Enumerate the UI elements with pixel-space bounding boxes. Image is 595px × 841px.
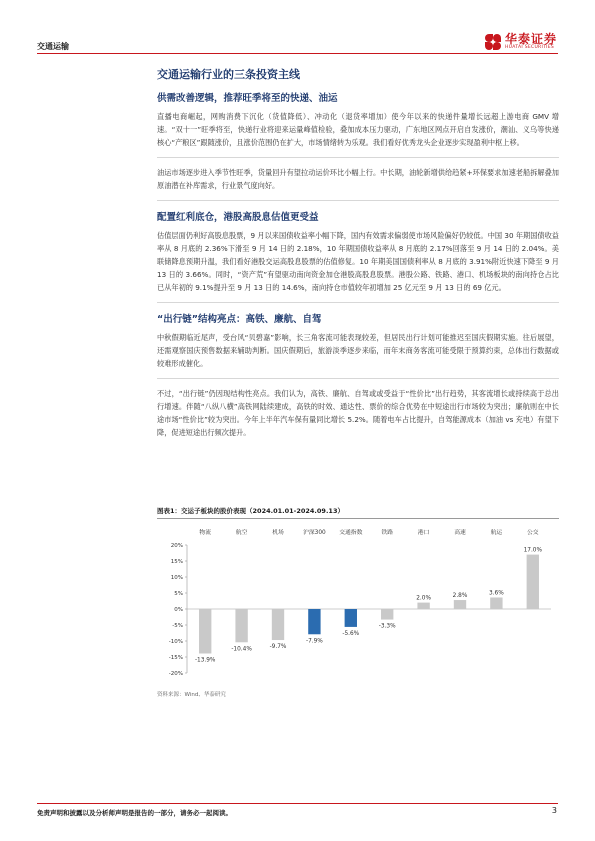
paragraph-divider [157,378,559,379]
data-label: 2.8% [452,593,468,600]
bar-7 [454,600,466,609]
data-label: -3.3% [378,623,396,630]
header-category: 交通运输 [37,42,69,51]
bar-chart [157,523,559,683]
section1-title: 供需改善逻辑，推荐旺季将至的快递、油运 [157,93,338,104]
bar-2 [272,609,284,640]
section2-paragraph-1: 估值层面仍利好高股息股票，9 月以来国债收益率小幅下降，国内有效需求偏弱使市场风险偏好仍较低。中国 30 年期国债收益率从 8 月底的 2.36%下滑至 9 月 14 日的 2.18%，10 年期国债收益率从 8 月底的 2.17%回落至 9 月 14 日的 2.04%。美联储降息预期升温，我们看好港股交运高股息股票的估值修复。10 年期美国国债利率从 8 月底的 3.91%附近快速下降至 9 月 13 日的 3.66%。同时，“资产荒”有望驱动南向资金加仓港股高股息股票。港股公路、铁路、港口、机场板块的南向持仓占比已从年初的 9.1%提升至 9 月 13 日的 14.6%，南向持仓市值较年初增加 25 亿元至 9 月 13 日的 69 亿元。 [157,231,559,292]
bar-1 [235,609,247,642]
bar-9 [527,555,539,609]
company-logo [485,33,557,51]
bar-chart-svg [157,523,559,683]
paragraph-divider [157,302,559,303]
logo-name-cn: 华泰证券 [504,32,557,46]
section1-paragraph-1: 直播电商崛起，网购消费下沉化（货值降低）、冲动化（退货率增加）使今年以来的快递件量增长远超上游电商 GMV 增速。“双十一”旺季将至，快递行业将迎来运量峰值检验，叠加成本压力驱动，广东地区网点开启自发涨价，潮汕、义乌等快递核心“产粮区”跟随涨价，且涨价范围仍在扩大，市场情绪转为乐观。我们看好优秀龙头企业逐步实现盈利中枢上移。 [157,112,559,147]
section3-paragraph-1: 中秋假期临近尾声，受台风“贝碧嘉”影响，长三角客流可能表现较差，但居民出行计划可能推迟至国庆假期实施。往后展望，还需观察国庆预售数据来辅助判断。国庆假期后，旅游淡季逐步来临，而年末商务客流可能受限于预算约束，总体出行数据或较难形成催化。 [157,333,559,368]
section2-title: 配置红利底仓，港股高股息估值更受益 [157,212,319,223]
report-body [157,66,559,447]
category-label: 高速 [454,530,466,536]
y-tick-label: 5% [174,591,183,597]
data-label: -13.9% [194,657,216,664]
category-label: 公交 [526,530,539,536]
y-tick-label: 0% [174,607,183,613]
data-label: 17.0% [523,547,543,554]
section1-paragraph-2: 油运市场逐步进入季节性旺季，货量回升有望拉动运价环比小幅上行。中长期，油轮新增供给趋紧+环保要求加速老船拆解叠加原油潜在补库需求，行业景气度向好。 [157,168,559,190]
bar-0 [199,609,211,653]
page-number: 3 [551,806,557,815]
y-tick-label: -20% [168,671,183,677]
category-label: 港口 [417,530,430,536]
footer-disclaimer: 免责声明和披露以及分析师声明是报告的一部分，请务必一起阅读。 [37,809,232,817]
bar-8 [490,597,502,609]
data-label: -5.6% [342,630,360,637]
y-tick-label: 10% [170,575,183,581]
y-tick-label: 15% [170,559,183,565]
bar-6 [417,603,429,609]
y-tick-label: -15% [168,655,183,661]
logo-icon [485,34,501,50]
y-tick-label: -10% [168,639,183,645]
category-label: 机场 [272,530,284,536]
category-label: 物流 [199,530,212,536]
paragraph-divider [157,200,559,201]
category-label: 沪深300 [303,530,326,536]
figure-source: 资料来源：Wind、华泰研究 [157,692,226,698]
data-label: 2.0% [416,595,431,602]
section3-title: “出行链”结构亮点：高铁、廉航、自驾 [157,314,322,325]
data-label: -10.4% [231,646,252,653]
data-label: -7.9% [305,638,323,645]
category-label: 交通指数 [339,530,363,536]
logo-name-en: HUATAI SECURITIES [504,45,555,50]
bar-5 [381,609,393,620]
footer-divider [37,803,558,804]
main-title: 交通运输行业的三条投资主线 [157,68,300,81]
paragraph-divider [157,157,559,158]
category-label: 航运 [490,530,503,536]
section3-paragraph-2: 不过，“出行链”仍因现结构性亮点。我们认为，高铁、廉航、自驾或或受益于“性价比”出行趋势，其客流增长或持续高于总出行增速。伴随“八纵八横”高铁网陆续建成，高铁的时效、通达性、票价的综合优势在中短途出行市场较为突出；廉航则在中长途市场“性价比”较为突出。今年上半年汽车保有量同比增长 5.2%。随着电车占比提升，自驾能源成本（加油 vs 充电）有望下降，促进短途出行频次提升。 [157,389,559,437]
y-tick-label: -5% [172,623,183,629]
data-label: -9.7% [269,644,287,651]
category-label: 铁路 [381,530,394,536]
data-label: 3.6% [489,590,504,597]
figure-caption: 图表1：交运子板块的股价表现（2024.01.01-2024.09.13） [157,506,559,519]
category-label: 航空 [235,530,248,536]
bar-4 [345,609,357,627]
y-tick-label: 20% [170,543,183,549]
header-divider [37,53,558,54]
bar-3 [308,609,320,634]
